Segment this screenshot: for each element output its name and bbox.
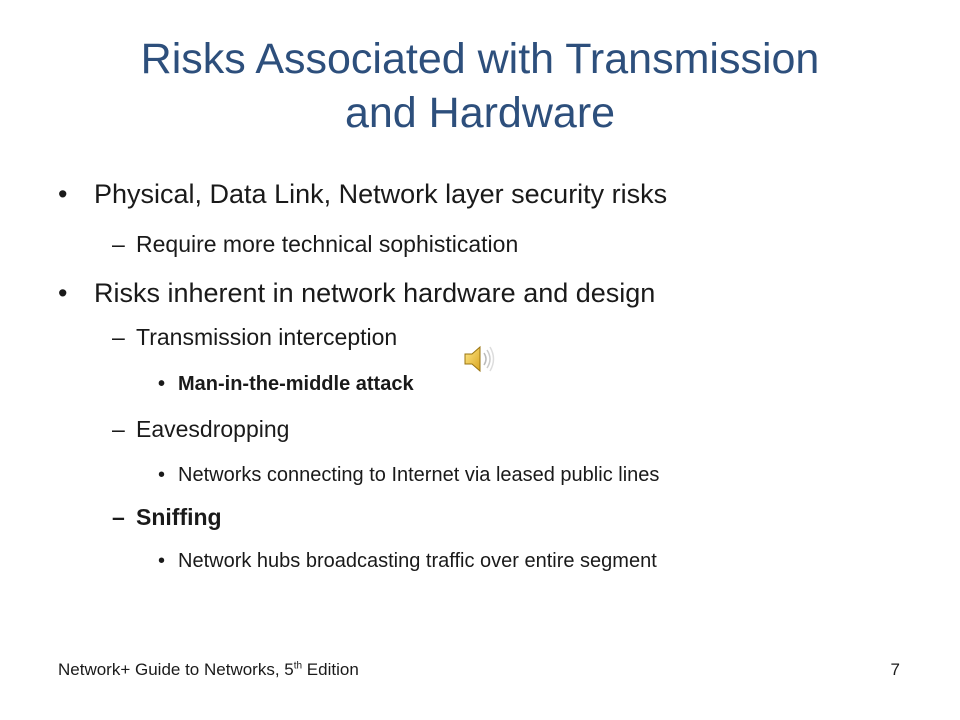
bullet-text: Require more technical sophistication bbox=[136, 231, 519, 257]
footer-source-suffix: Edition bbox=[302, 660, 359, 679]
bullet-text: Physical, Data Link, Network layer security risks bbox=[94, 179, 668, 209]
bullet-text: Networks connecting to Internet via leased public lines bbox=[178, 464, 660, 486]
footer-source-prefix: Network+ Guide to Networks, 5 bbox=[58, 660, 294, 679]
bullet-text: Risks inherent in network hardware and design bbox=[94, 278, 656, 308]
slide-footer-source bbox=[58, 660, 359, 680]
footer-source-superscript: th bbox=[293, 660, 303, 672]
bullet-marker: – bbox=[112, 324, 125, 350]
slide-title-line-1: Risks Associated with Transmission bbox=[140, 35, 820, 83]
slide-title-line-2: and Hardware bbox=[344, 89, 616, 137]
bullet-marker: • bbox=[58, 179, 68, 209]
bullet-text: Man-in-the-middle attack bbox=[178, 373, 414, 395]
speaker-icon[interactable] bbox=[462, 342, 498, 376]
bullet-text: Transmission interception bbox=[136, 324, 398, 350]
slide-title bbox=[60, 32, 900, 140]
bullet-marker: – bbox=[112, 231, 125, 257]
bullet-marker: • bbox=[158, 373, 166, 395]
bullet-text: Network hubs broadcasting traffic over entire segment bbox=[178, 550, 657, 572]
bullet-marker: – bbox=[112, 504, 125, 530]
bullet-text: Eavesdropping bbox=[136, 416, 290, 442]
bullet-marker: • bbox=[158, 464, 166, 486]
bullet-marker: • bbox=[58, 278, 68, 308]
bullet-text: Sniffing bbox=[136, 504, 222, 530]
bullet-marker: • bbox=[158, 550, 166, 572]
slide-page-number: 7 bbox=[890, 660, 900, 679]
bullet-marker: – bbox=[112, 416, 125, 442]
